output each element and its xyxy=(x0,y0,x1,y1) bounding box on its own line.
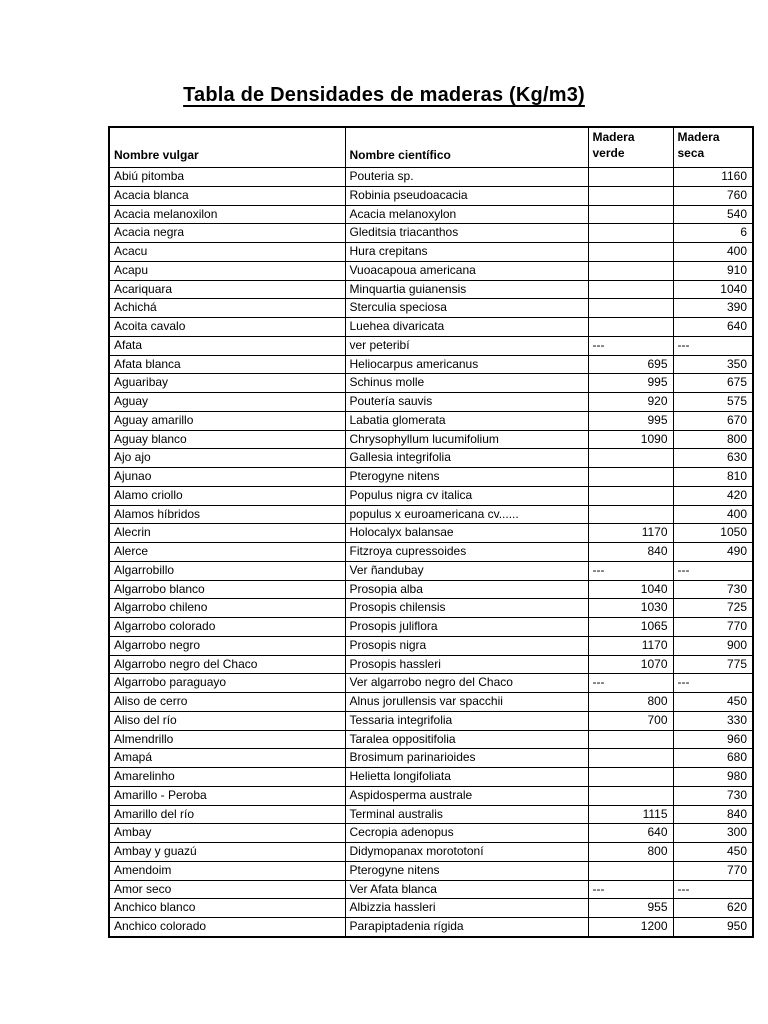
cell-madera-verde xyxy=(588,168,673,187)
cell-nombre-vulgar: Acapu xyxy=(109,261,345,280)
cell-nombre-vulgar: Algarrobo blanco xyxy=(109,580,345,599)
cell-madera-verde: 995 xyxy=(588,374,673,393)
cell-nombre-cientifico: Ver ñandubay xyxy=(345,561,588,580)
cell-nombre-vulgar: Algarrobo paraguayo xyxy=(109,674,345,693)
cell-madera-verde: 1040 xyxy=(588,580,673,599)
cell-madera-verde xyxy=(588,186,673,205)
cell-madera-verde: 800 xyxy=(588,693,673,712)
table-row xyxy=(109,186,753,205)
cell-nombre-cientifico: Brosimum parinarioides xyxy=(345,749,588,768)
cell-madera-seca: 640 xyxy=(673,318,753,337)
cell-nombre-cientifico: Labatia glomerata xyxy=(345,411,588,430)
cell-madera-seca: 910 xyxy=(673,261,753,280)
cell-nombre-vulgar: Alamo criollo xyxy=(109,486,345,505)
cell-madera-seca: 760 xyxy=(673,186,753,205)
cell-nombre-cientifico: Fitzroya cupressoides xyxy=(345,543,588,562)
cell-madera-seca: 730 xyxy=(673,580,753,599)
cell-madera-seca: 980 xyxy=(673,768,753,787)
cell-madera-verde: --- xyxy=(588,561,673,580)
cell-nombre-cientifico: Pterogyne nitens xyxy=(345,861,588,880)
cell-nombre-vulgar: Amarillo del río xyxy=(109,805,345,824)
table-row xyxy=(109,336,753,355)
cell-madera-seca: 490 xyxy=(673,543,753,562)
cell-madera-seca: 675 xyxy=(673,374,753,393)
cell-madera-verde xyxy=(588,449,673,468)
cell-nombre-cientifico: Populus nigra cv italica xyxy=(345,486,588,505)
cell-nombre-vulgar: Ajo ajo xyxy=(109,449,345,468)
table-row xyxy=(109,599,753,618)
cell-madera-verde: 1090 xyxy=(588,430,673,449)
cell-nombre-cientifico: Vuoacapoua americana xyxy=(345,261,588,280)
cell-madera-seca: 400 xyxy=(673,505,753,524)
table-row xyxy=(109,655,753,674)
table-body xyxy=(109,168,753,937)
table-row xyxy=(109,843,753,862)
table-row xyxy=(109,749,753,768)
cell-nombre-cientifico: Schinus molle xyxy=(345,374,588,393)
cell-madera-seca: 330 xyxy=(673,711,753,730)
cell-nombre-cientifico: Hura crepitans xyxy=(345,243,588,262)
cell-madera-verde: --- xyxy=(588,880,673,899)
cell-nombre-cientifico: Pterogyne nitens xyxy=(345,468,588,487)
cell-nombre-cientifico: Parapiptadenia rígida xyxy=(345,918,588,937)
cell-madera-seca: --- xyxy=(673,561,753,580)
cell-madera-seca: --- xyxy=(673,674,753,693)
cell-nombre-vulgar: Algarrobillo xyxy=(109,561,345,580)
table-row xyxy=(109,693,753,712)
cell-nombre-vulgar: Acacia negra xyxy=(109,224,345,243)
cell-nombre-cientifico: ver peteribí xyxy=(345,336,588,355)
table-row xyxy=(109,355,753,374)
cell-nombre-vulgar: Afata blanca xyxy=(109,355,345,374)
table-row xyxy=(109,449,753,468)
cell-nombre-cientifico: Sterculia speciosa xyxy=(345,299,588,318)
table-row xyxy=(109,243,753,262)
cell-nombre-vulgar: Abiú pitomba xyxy=(109,168,345,187)
cell-madera-seca: 450 xyxy=(673,843,753,862)
cell-nombre-vulgar: Alerce xyxy=(109,543,345,562)
cell-nombre-vulgar: Aguay amarillo xyxy=(109,411,345,430)
cell-nombre-cientifico: Heliocarpus americanus xyxy=(345,355,588,374)
cell-nombre-vulgar: Aguay xyxy=(109,393,345,412)
cell-nombre-cientifico: Poutería sauvis xyxy=(345,393,588,412)
table-row xyxy=(109,224,753,243)
cell-nombre-vulgar: Ambay xyxy=(109,824,345,843)
table-row xyxy=(109,561,753,580)
cell-nombre-vulgar: Amarillo - Peroba xyxy=(109,786,345,805)
table-row xyxy=(109,580,753,599)
table-row xyxy=(109,505,753,524)
cell-madera-seca: 775 xyxy=(673,655,753,674)
cell-madera-verde xyxy=(588,280,673,299)
cell-nombre-vulgar: Aliso de cerro xyxy=(109,693,345,712)
cell-madera-verde: 1170 xyxy=(588,636,673,655)
column-header-madera-seca: Madera seca xyxy=(673,127,753,168)
cell-madera-seca: 950 xyxy=(673,918,753,937)
table-row xyxy=(109,543,753,562)
cell-nombre-cientifico: Gleditsia triacanthos xyxy=(345,224,588,243)
cell-madera-verde xyxy=(588,505,673,524)
cell-nombre-cientifico: Luehea divaricata xyxy=(345,318,588,337)
cell-madera-seca: 770 xyxy=(673,861,753,880)
header-row xyxy=(109,127,753,168)
cell-nombre-vulgar: Almendrillo xyxy=(109,730,345,749)
table-row xyxy=(109,393,753,412)
column-header-nombre-cientifico: Nombre científico xyxy=(345,127,588,168)
cell-nombre-vulgar: Ajunao xyxy=(109,468,345,487)
cell-nombre-vulgar: Acacu xyxy=(109,243,345,262)
cell-nombre-cientifico: Prosopis nigra xyxy=(345,636,588,655)
table-row xyxy=(109,280,753,299)
cell-madera-verde: 1170 xyxy=(588,524,673,543)
cell-madera-verde: 840 xyxy=(588,543,673,562)
cell-madera-verde: --- xyxy=(588,336,673,355)
cell-nombre-cientifico: Chrysophyllum lucumifolium xyxy=(345,430,588,449)
cell-nombre-vulgar: Afata xyxy=(109,336,345,355)
cell-madera-seca: 350 xyxy=(673,355,753,374)
cell-madera-verde: 995 xyxy=(588,411,673,430)
page-title: Tabla de Densidades de maderas (Kg/m3) xyxy=(183,84,585,106)
cell-madera-seca: 1040 xyxy=(673,280,753,299)
cell-madera-seca: 6 xyxy=(673,224,753,243)
cell-madera-seca: 900 xyxy=(673,636,753,655)
cell-nombre-vulgar: Aguay blanco xyxy=(109,430,345,449)
cell-madera-verde: 640 xyxy=(588,824,673,843)
cell-nombre-cientifico: Tessaria integrifolia xyxy=(345,711,588,730)
density-table xyxy=(108,126,754,938)
cell-nombre-vulgar: Algarrobo negro xyxy=(109,636,345,655)
table-header xyxy=(109,127,753,168)
cell-nombre-cientifico: Prosopis chilensis xyxy=(345,599,588,618)
cell-madera-seca: 540 xyxy=(673,205,753,224)
table-row xyxy=(109,918,753,937)
cell-nombre-vulgar: Acacia melanoxilon xyxy=(109,205,345,224)
column-header-nombre-vulgar: Nombre vulgar xyxy=(109,127,345,168)
cell-madera-seca: --- xyxy=(673,880,753,899)
cell-nombre-vulgar: Acariquara xyxy=(109,280,345,299)
cell-madera-verde xyxy=(588,786,673,805)
cell-nombre-vulgar: Algarrobo colorado xyxy=(109,618,345,637)
cell-madera-seca: 1050 xyxy=(673,524,753,543)
cell-nombre-cientifico: Pouteria sp. xyxy=(345,168,588,187)
cell-madera-verde: 695 xyxy=(588,355,673,374)
cell-madera-seca: 400 xyxy=(673,243,753,262)
cell-nombre-cientifico: Taralea oppositifolia xyxy=(345,730,588,749)
cell-madera-verde: 1200 xyxy=(588,918,673,937)
cell-madera-seca: 1160 xyxy=(673,168,753,187)
cell-madera-seca: 620 xyxy=(673,899,753,918)
table-row xyxy=(109,411,753,430)
cell-madera-verde xyxy=(588,749,673,768)
cell-madera-seca: 725 xyxy=(673,599,753,618)
cell-madera-verde xyxy=(588,861,673,880)
table-row xyxy=(109,205,753,224)
cell-nombre-vulgar: Ambay y guazú xyxy=(109,843,345,862)
cell-nombre-vulgar: Amendoim xyxy=(109,861,345,880)
cell-nombre-cientifico: Acacia melanoxylon xyxy=(345,205,588,224)
table-row xyxy=(109,430,753,449)
cell-madera-seca: 390 xyxy=(673,299,753,318)
cell-nombre-cientifico: Helietta longifoliata xyxy=(345,768,588,787)
cell-madera-verde xyxy=(588,468,673,487)
table-row xyxy=(109,768,753,787)
cell-madera-verde xyxy=(588,299,673,318)
cell-nombre-cientifico: Minquartia guianensis xyxy=(345,280,588,299)
cell-nombre-vulgar: Amarelinho xyxy=(109,768,345,787)
cell-nombre-cientifico: Prosopia alba xyxy=(345,580,588,599)
cell-madera-seca: --- xyxy=(673,336,753,355)
cell-madera-verde: 800 xyxy=(588,843,673,862)
cell-madera-verde: 1070 xyxy=(588,655,673,674)
cell-nombre-cientifico: Ver algarrobo negro del Chaco xyxy=(345,674,588,693)
cell-nombre-vulgar: Achichá xyxy=(109,299,345,318)
cell-madera-seca: 800 xyxy=(673,430,753,449)
cell-madera-seca: 730 xyxy=(673,786,753,805)
cell-nombre-cientifico: Ver Afata blanca xyxy=(345,880,588,899)
cell-nombre-cientifico: Didymopanax morototoní xyxy=(345,843,588,862)
cell-madera-seca: 960 xyxy=(673,730,753,749)
table-row xyxy=(109,168,753,187)
cell-madera-verde xyxy=(588,261,673,280)
table-row xyxy=(109,824,753,843)
cell-nombre-vulgar: Algarrobo negro del Chaco xyxy=(109,655,345,674)
cell-nombre-vulgar: Aliso del río xyxy=(109,711,345,730)
cell-nombre-cientifico: Aspidosperma australe xyxy=(345,786,588,805)
cell-nombre-vulgar: Amapá xyxy=(109,749,345,768)
cell-nombre-cientifico: Robinia pseudoacacia xyxy=(345,186,588,205)
cell-madera-seca: 575 xyxy=(673,393,753,412)
table-row xyxy=(109,880,753,899)
cell-nombre-cientifico: Albizzia hassleri xyxy=(345,899,588,918)
table-row xyxy=(109,374,753,393)
table-row xyxy=(109,711,753,730)
cell-madera-verde xyxy=(588,486,673,505)
cell-nombre-cientifico: Alnus jorullensis var spacchii xyxy=(345,693,588,712)
cell-madera-verde: 1030 xyxy=(588,599,673,618)
cell-madera-verde xyxy=(588,730,673,749)
cell-madera-verde xyxy=(588,768,673,787)
cell-nombre-cientifico: populus x euroamericana cv...... xyxy=(345,505,588,524)
cell-madera-seca: 420 xyxy=(673,486,753,505)
table-row xyxy=(109,899,753,918)
cell-madera-seca: 450 xyxy=(673,693,753,712)
cell-madera-verde: 700 xyxy=(588,711,673,730)
table-row xyxy=(109,486,753,505)
table-row xyxy=(109,524,753,543)
cell-madera-seca: 680 xyxy=(673,749,753,768)
cell-madera-verde xyxy=(588,205,673,224)
cell-nombre-vulgar: Acacia blanca xyxy=(109,186,345,205)
cell-nombre-cientifico: Prosopis hassleri xyxy=(345,655,588,674)
cell-nombre-cientifico: Terminal australis xyxy=(345,805,588,824)
cell-madera-verde xyxy=(588,224,673,243)
cell-nombre-vulgar: Aguaribay xyxy=(109,374,345,393)
cell-nombre-cientifico: Prosopis juliflora xyxy=(345,618,588,637)
cell-madera-verde: 920 xyxy=(588,393,673,412)
cell-madera-seca: 770 xyxy=(673,618,753,637)
cell-madera-seca: 300 xyxy=(673,824,753,843)
cell-nombre-vulgar: Acoita cavalo xyxy=(109,318,345,337)
cell-madera-verde xyxy=(588,318,673,337)
cell-nombre-vulgar: Algarrobo chileno xyxy=(109,599,345,618)
cell-madera-verde: 955 xyxy=(588,899,673,918)
cell-madera-verde: --- xyxy=(588,674,673,693)
table-row xyxy=(109,318,753,337)
column-header-madera-verde: Madera verde xyxy=(588,127,673,168)
cell-madera-seca: 840 xyxy=(673,805,753,824)
cell-nombre-cientifico: Cecropia adenopus xyxy=(345,824,588,843)
cell-nombre-vulgar: Amor seco xyxy=(109,880,345,899)
cell-nombre-cientifico: Gallesia integrifolia xyxy=(345,449,588,468)
cell-madera-seca: 630 xyxy=(673,449,753,468)
cell-nombre-vulgar: Alecrin xyxy=(109,524,345,543)
cell-madera-seca: 670 xyxy=(673,411,753,430)
table-row xyxy=(109,861,753,880)
table-row xyxy=(109,261,753,280)
cell-nombre-cientifico: Holocalyx balansae xyxy=(345,524,588,543)
table-row xyxy=(109,674,753,693)
table-row xyxy=(109,468,753,487)
table-row xyxy=(109,786,753,805)
table-row xyxy=(109,618,753,637)
table-row xyxy=(109,730,753,749)
cell-madera-verde: 1115 xyxy=(588,805,673,824)
cell-nombre-vulgar: Alamos híbridos xyxy=(109,505,345,524)
table-row xyxy=(109,805,753,824)
cell-nombre-vulgar: Anchico colorado xyxy=(109,918,345,937)
table-row xyxy=(109,299,753,318)
cell-nombre-vulgar: Anchico blanco xyxy=(109,899,345,918)
cell-madera-seca: 810 xyxy=(673,468,753,487)
table-row xyxy=(109,636,753,655)
cell-madera-verde: 1065 xyxy=(588,618,673,637)
cell-madera-verde xyxy=(588,243,673,262)
